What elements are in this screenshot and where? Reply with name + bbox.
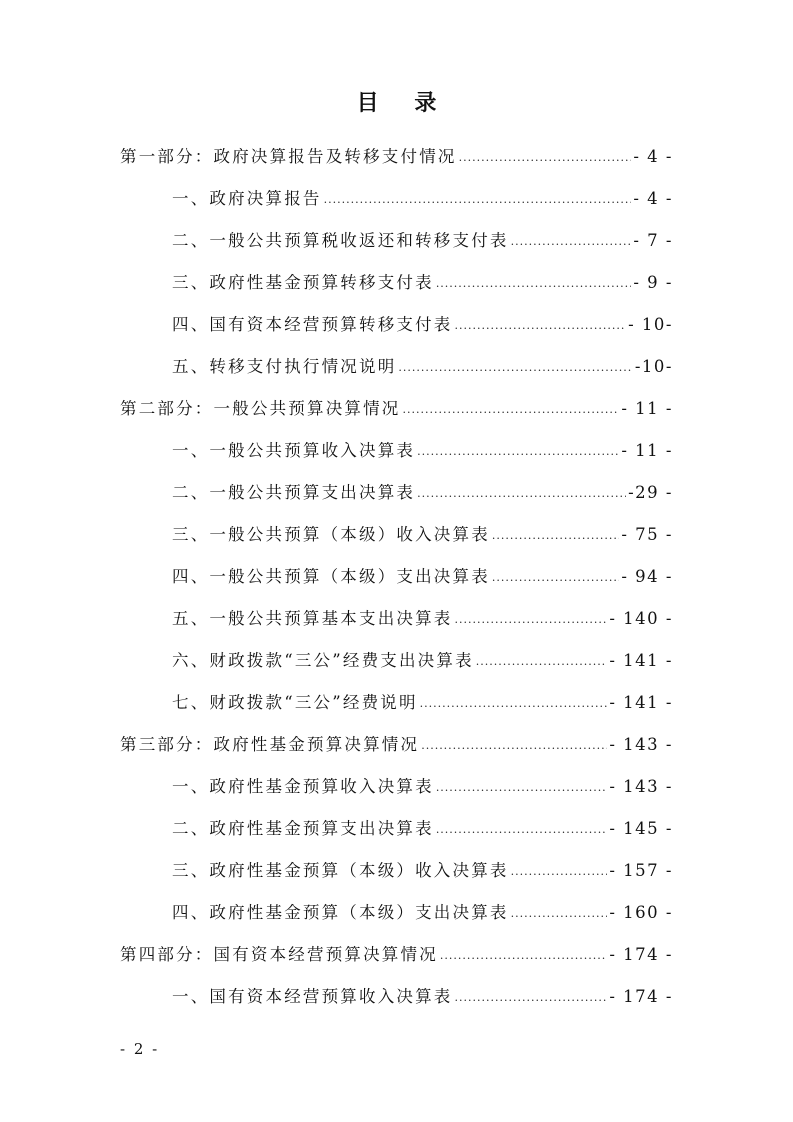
toc-entry[interactable] — [172, 524, 673, 548]
toc-entry[interactable] — [172, 188, 673, 212]
toc-entry-title: 三、政府性基金预算转移支付表 — [172, 273, 434, 292]
page-title: 目 录 — [356, 90, 451, 116]
toc-entry-title: 第三部分：政府性基金预算决算情况 — [120, 735, 420, 754]
toc-dot-leader — [455, 609, 608, 631]
toc-entry-title: 三、政府性基金预算（本级）收入决算表 — [172, 861, 509, 880]
toc-entry-title: 第二部分：一般公共预算决算情况 — [120, 399, 401, 418]
toc-dot-leader — [324, 189, 632, 211]
toc-entry-page: - 4 - — [633, 147, 673, 166]
toc-dot-leader — [421, 735, 607, 757]
toc-entry-page: - 141 - — [609, 693, 673, 712]
toc-entry-page: - 11 - — [621, 399, 673, 418]
toc-entry-page: - 7 - — [633, 231, 673, 250]
toc-entry-page: - 140 - — [609, 609, 673, 628]
toc-entry-page: -10- — [634, 357, 673, 376]
toc-entry-title: 六、财政拨款“三公”经费支出决算表 — [172, 651, 474, 670]
toc-dot-leader — [420, 693, 608, 715]
toc-dot-leader — [459, 147, 632, 169]
toc-entry-title: 一、国有资本经营预算收入决算表 — [172, 987, 453, 1006]
toc-entry-page: - 143 - — [609, 777, 673, 796]
toc-dot-leader — [476, 651, 608, 673]
toc-entry-title: 三、一般公共预算（本级）收入决算表 — [172, 525, 490, 544]
toc-entry-title: 五、一般公共预算基本支出决算表 — [172, 609, 453, 628]
toc-entry-title: 二、一般公共预算税收返还和转移支付表 — [172, 231, 509, 250]
toc-entry[interactable] — [172, 482, 673, 506]
toc-entry-page: - 174 - — [609, 987, 673, 1006]
toc-dot-leader — [440, 945, 607, 967]
toc-entry[interactable] — [172, 608, 673, 632]
toc-part-4[interactable] — [120, 944, 673, 968]
toc-dot-leader — [436, 819, 608, 841]
toc-entry-title: 二、一般公共预算支出决算表 — [172, 483, 416, 502]
toc-entry-title: 四、国有资本经营预算转移支付表 — [172, 315, 453, 334]
toc-entry-page: - 143 - — [609, 735, 673, 754]
toc-entry-title: 一、一般公共预算收入决算表 — [172, 441, 416, 460]
toc-entry-page: - 141 - — [609, 651, 673, 670]
toc-dot-leader — [511, 903, 608, 925]
toc-entry-page: - 157 - — [609, 861, 673, 880]
toc-entry-title: 第一部分：政府决算报告及转移支付情况 — [120, 147, 457, 166]
toc-entry[interactable] — [172, 860, 673, 884]
toc-dot-leader — [455, 315, 627, 337]
toc-dot-leader — [436, 777, 608, 799]
toc-entry[interactable] — [172, 902, 673, 926]
toc-entry[interactable] — [172, 440, 673, 464]
toc-entry-title: 五、转移支付执行情况说明 — [172, 357, 397, 376]
toc-entry-page: - 75 - — [621, 525, 673, 544]
toc-entry-page: -29 - — [628, 483, 673, 502]
toc-part-1[interactable] — [120, 146, 673, 170]
toc-entry[interactable] — [172, 986, 673, 1010]
toc-entry-title: 第四部分：国有资本经营预算决算情况 — [120, 945, 438, 964]
toc-entry-title: 七、财政拨款“三公”经费说明 — [172, 693, 418, 712]
toc-entry[interactable] — [172, 776, 673, 800]
toc-dot-leader — [492, 525, 619, 547]
toc-entry-title: 一、政府性基金预算收入决算表 — [172, 777, 434, 796]
toc-entry-title: 一、政府决算报告 — [172, 189, 322, 208]
toc-entry-page: - 11 - — [621, 441, 673, 460]
toc-entry[interactable] — [172, 356, 673, 380]
toc-entry-page: - 94 - — [621, 567, 673, 586]
toc-dot-leader — [417, 441, 619, 463]
toc-entry[interactable] — [172, 818, 673, 842]
toc-entry-page: - 9 - — [633, 273, 673, 292]
toc-entry-title: 二、政府性基金预算支出决算表 — [172, 819, 434, 838]
toc-dot-leader — [511, 861, 608, 883]
toc-entry[interactable] — [172, 272, 673, 296]
toc-dot-leader — [492, 567, 619, 589]
toc-part-2[interactable] — [120, 398, 673, 422]
toc-entry-page: - 174 - — [609, 945, 673, 964]
toc-entry-page: - 10- — [628, 315, 673, 334]
toc-entry[interactable] — [172, 230, 673, 254]
toc-dot-leader — [511, 231, 632, 253]
toc-entry-page: - 4 - — [633, 189, 673, 208]
toc-dot-leader — [403, 399, 620, 421]
toc-entry-page: - 145 - — [609, 819, 673, 838]
toc-dot-leader — [455, 987, 608, 1009]
toc-entry-title: 四、一般公共预算（本级）支出决算表 — [172, 567, 490, 586]
toc-dot-leader — [436, 273, 632, 295]
toc-entry[interactable] — [172, 314, 673, 338]
toc-part-3[interactable] — [120, 734, 673, 758]
toc-entry-title: 四、政府性基金预算（本级）支出决算表 — [172, 903, 509, 922]
toc-dot-leader — [398, 357, 632, 379]
toc-entry[interactable] — [172, 650, 673, 674]
toc-entry[interactable] — [172, 692, 673, 716]
toc-dot-leader — [417, 483, 626, 505]
toc-entry[interactable] — [172, 566, 673, 590]
toc-entry-page: - 160 - — [609, 903, 673, 922]
page-number: - 2 - — [120, 1040, 160, 1058]
